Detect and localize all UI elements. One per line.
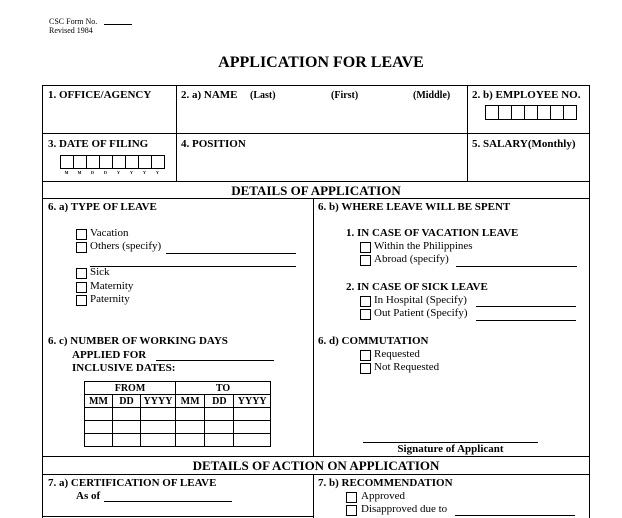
not-requested-label: Not Requested	[374, 361, 440, 373]
date-filing-boxes[interactable]	[60, 155, 165, 169]
sick-label: Sick	[90, 266, 110, 278]
date-filing-format: M M D D Y Y Y Y	[64, 170, 159, 175]
applied-for-line[interactable]	[156, 360, 274, 361]
commutation-label: 6. d) COMMUTATION	[318, 335, 429, 347]
others-checkbox[interactable]	[76, 242, 87, 253]
not-requested-checkbox[interactable]	[360, 363, 371, 374]
maternity-label: Maternity	[90, 280, 134, 292]
type-of-leave-label: 6. a) TYPE OF LEAVE	[48, 201, 157, 213]
paternity-checkbox[interactable]	[76, 295, 87, 306]
revised-date: Revised 1984	[49, 26, 93, 35]
first-name-label: (First)	[331, 90, 359, 101]
vacation-checkbox[interactable]	[76, 229, 87, 240]
disapproved-checkbox[interactable]	[346, 505, 357, 516]
to-header: TO	[176, 382, 271, 395]
abroad-specify-line[interactable]	[456, 266, 577, 267]
frame-right	[589, 85, 590, 518]
col-from-mm: MM	[85, 395, 113, 408]
disapproved-label: Disapproved due to	[361, 503, 448, 515]
details-heading-bottom	[42, 198, 590, 199]
vacation-label: Vacation	[90, 227, 129, 239]
date-filing-label: 3. DATE OF FILING	[48, 138, 149, 150]
requested-checkbox[interactable]	[360, 350, 371, 361]
sick-case-label: 2. IN CASE OF SICK LEAVE	[346, 281, 488, 293]
form-number-line	[104, 24, 132, 25]
certification-label: 7. a) CERTIFICATION OF LEAVE	[48, 477, 217, 489]
action-center-divider	[313, 474, 314, 518]
requested-label: Requested	[374, 348, 420, 360]
position-label: 4. POSITION	[181, 138, 246, 150]
others-label: Others (specify)	[90, 240, 162, 252]
working-days-label: 6. c) NUMBER OF WORKING DAYS	[48, 335, 228, 347]
action-heading-top	[42, 456, 590, 457]
sick-checkbox[interactable]	[76, 268, 87, 279]
col-from-yyyy: YYYY	[141, 395, 176, 408]
inclusive-dates-table	[84, 381, 271, 447]
table-row	[85, 434, 271, 447]
as-of-label: As of	[76, 490, 101, 502]
details-application-heading: DETAILS OF APPLICATION	[231, 183, 401, 198]
maternity-checkbox[interactable]	[76, 282, 87, 293]
out-patient-label: Out Patient (Specify)	[374, 307, 468, 319]
table-row	[85, 421, 271, 434]
details-action-heading: DETAILS OF ACTION ON APPLICATION	[192, 458, 440, 473]
paternity-label: Paternity	[90, 293, 130, 305]
employee-no-label: 2. b) EMPLOYEE NO.	[472, 89, 581, 101]
within-philippines-label: Within the Philippines	[374, 240, 473, 252]
applied-for-label: APPLIED FOR	[72, 349, 147, 361]
middle-name-label: (Middle)	[413, 90, 451, 101]
vacation-case-label: 1. IN CASE OF VACATION LEAVE	[346, 227, 519, 239]
employee-no-boxes[interactable]	[485, 105, 577, 120]
row2-bottom	[42, 181, 590, 182]
as-of-line[interactable]	[104, 501, 232, 502]
signature-label: Signature of Applicant	[397, 443, 504, 455]
within-philippines-checkbox[interactable]	[360, 242, 371, 253]
office-agency-label: 1. OFFICE/AGENCY	[48, 89, 152, 101]
form-number: CSC Form No.	[49, 17, 98, 26]
recommendation-label: 7. b) RECOMMENDATION	[318, 477, 453, 489]
table-row	[85, 408, 271, 421]
out-patient-specify-line[interactable]	[476, 320, 576, 321]
frame-left	[42, 85, 43, 518]
others-specify-line[interactable]	[166, 253, 296, 254]
row1-bottom	[42, 133, 590, 134]
where-leave-label: 6. b) WHERE LEAVE WILL BE SPENT	[318, 201, 511, 213]
from-header: FROM	[85, 382, 176, 395]
details-center-divider	[313, 198, 314, 456]
in-hospital-specify-line[interactable]	[476, 306, 576, 307]
cert-bottom-line	[42, 516, 313, 517]
page-title: APPLICATION FOR LEAVE	[218, 54, 424, 71]
approved-label: Approved	[361, 490, 405, 502]
in-hospital-label: In Hospital (Specify)	[374, 294, 467, 306]
action-heading-bottom	[42, 474, 590, 475]
col-to-mm: MM	[176, 395, 205, 408]
disapproved-reason-line[interactable]	[455, 515, 575, 516]
col-to-dd: DD	[205, 395, 234, 408]
abroad-label: Abroad (specify)	[374, 253, 449, 265]
col-to-yyyy: YYYY	[234, 395, 271, 408]
name-label: 2. a) NAME	[181, 89, 238, 101]
approved-checkbox[interactable]	[346, 492, 357, 503]
salary-label: 5. SALARY(Monthly)	[472, 138, 576, 150]
last-name-label: (Last)	[250, 90, 276, 101]
out-patient-checkbox[interactable]	[360, 309, 371, 320]
abroad-checkbox[interactable]	[360, 255, 371, 266]
frame-top	[42, 85, 590, 86]
inclusive-dates-label: INCLUSIVE DATES:	[72, 362, 176, 374]
others-specify-line-2[interactable]	[90, 266, 296, 267]
col-from-dd: DD	[113, 395, 141, 408]
in-hospital-checkbox[interactable]	[360, 296, 371, 307]
